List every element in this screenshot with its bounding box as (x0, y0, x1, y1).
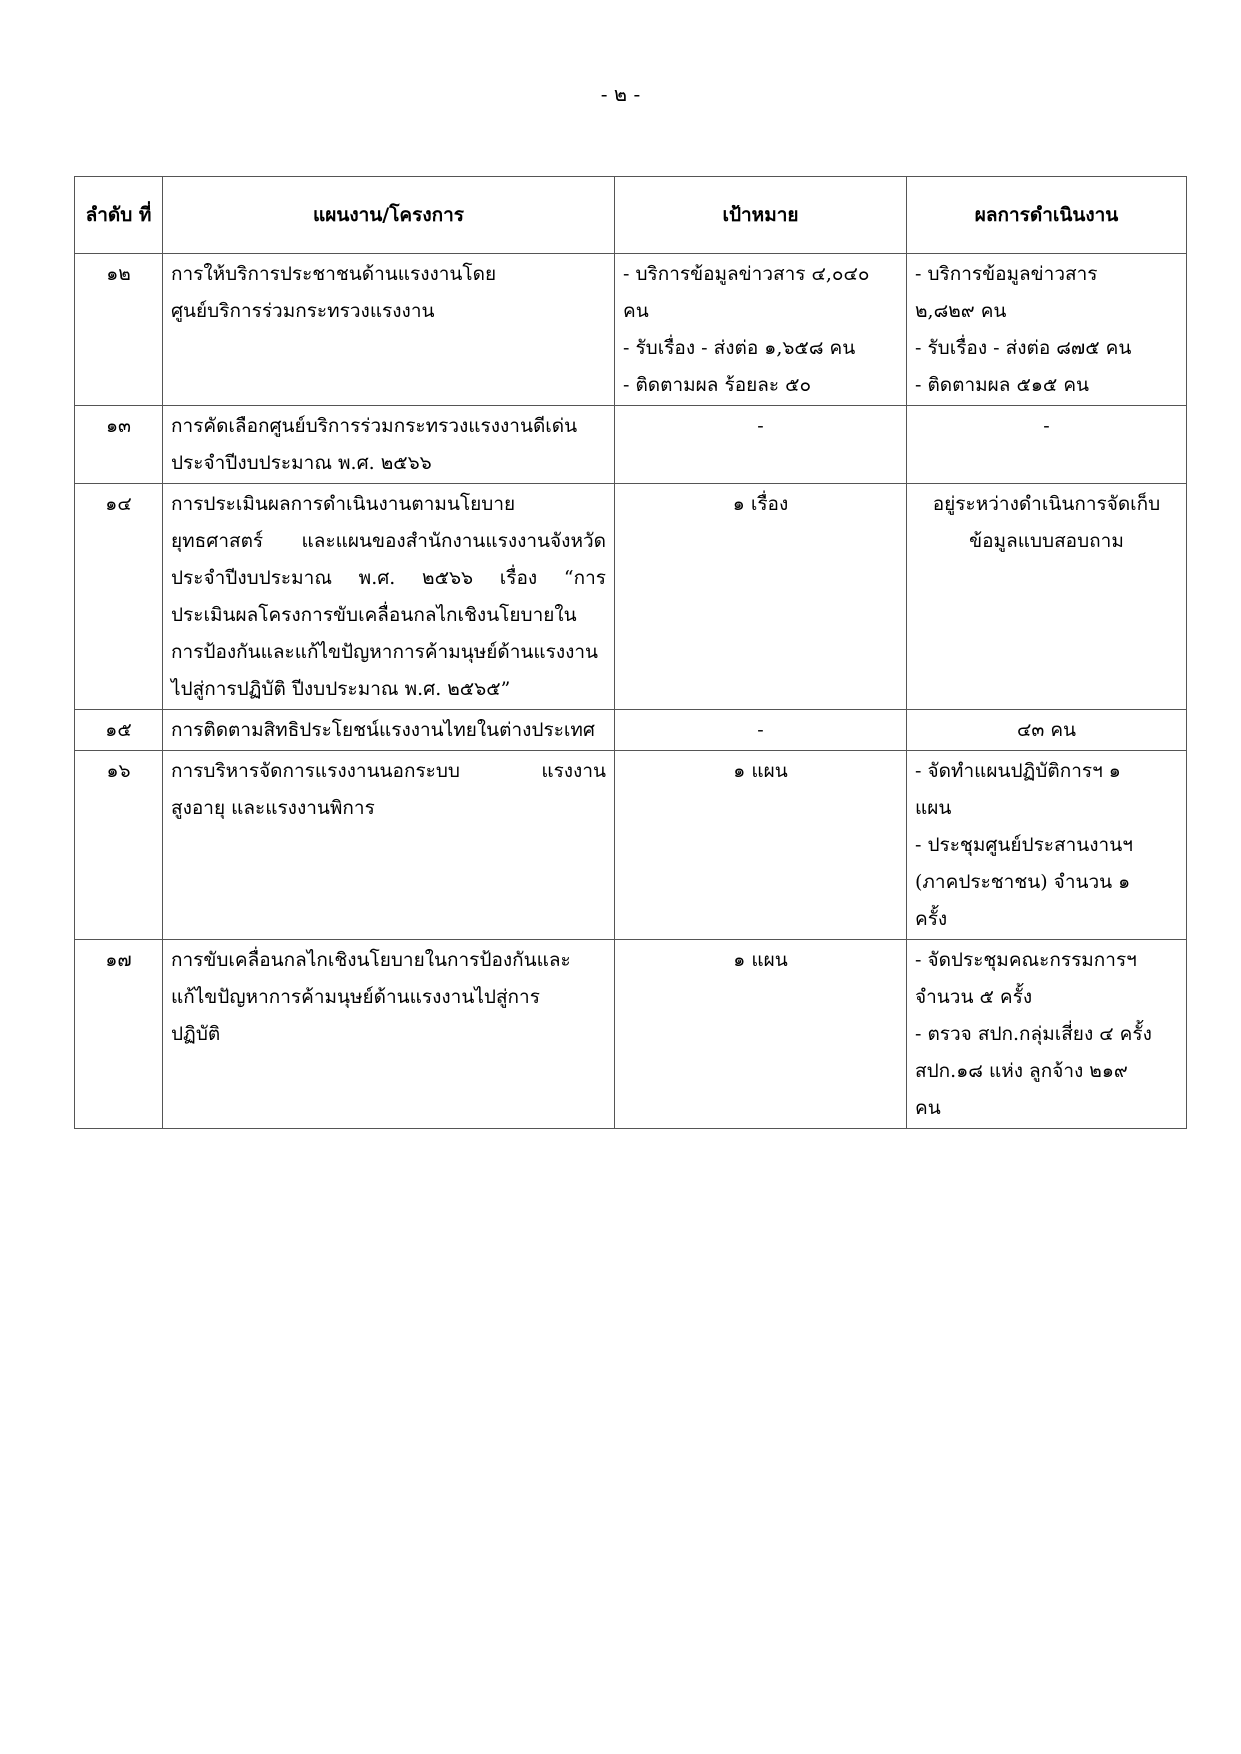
row-number: ๑๓ (75, 406, 163, 484)
target-cell-line: คน (623, 300, 649, 322)
result-cell (907, 254, 1187, 406)
project-cell-line: การบริหารจัดการแรงงานนอกระบบ แรงงาน (171, 760, 606, 782)
project-cell (163, 484, 615, 710)
result-cell-line: - บริการข้อมูลข่าวสาร (915, 263, 1098, 285)
table-row (75, 710, 1187, 751)
header-project: แผนงาน/โครงการ (163, 177, 615, 254)
project-cell-line: แก้ไขปัญหาการค้ามนุษย์ด้านแรงงานไปสู่การ (171, 986, 540, 1008)
project-cell-line: ไปสู่การปฏิบัติ ปีงบประมาณ พ.ศ. ๒๕๖๕” (171, 678, 511, 700)
result-cell-line: - ติดตามผล ๕๑๕ คน (915, 374, 1090, 396)
page-number: - ๒ - (600, 82, 641, 106)
target-cell-line: - (757, 415, 764, 437)
target-cell (615, 940, 907, 1129)
result-cell-line: - (1043, 415, 1050, 437)
result-cell-line: - ตรวจ สปก.กลุ่มเสี่ยง ๔ ครั้ง (915, 1023, 1152, 1045)
result-cell (907, 710, 1187, 751)
row-number: ๑๗ (75, 940, 163, 1129)
project-cell-line: ศูนย์บริการร่วมกระทรวงแรงงาน (171, 300, 435, 322)
project-cell-line: การขับเคลื่อนกลไกเชิงนโยบายในการป้องกันและ (171, 949, 571, 971)
result-cell-line: ครั้ง (915, 908, 948, 930)
header-no-label: ลำดับ ที่ (85, 203, 152, 226)
target-cell-line: ๑ แผน (733, 949, 788, 971)
target-cell (615, 484, 907, 710)
header-no (75, 177, 163, 254)
target-cell-line: - (757, 719, 764, 741)
table-row (75, 484, 1187, 710)
project-cell-line: การประเมินผลการดำเนินงานตามนโยบาย (171, 493, 516, 515)
target-cell-line: ๑ แผน (733, 760, 788, 782)
result-cell (907, 940, 1187, 1129)
project-cell (163, 940, 615, 1129)
project-cell-line: ประจำปีงบประมาณ พ.ศ. ๒๕๖๖ (171, 452, 432, 474)
result-cell-line: สปก.๑๘ แห่ง ลูกจ้าง ๒๑๙ (915, 1060, 1128, 1082)
header-result: ผลการดำเนินงาน (907, 177, 1187, 254)
project-cell (163, 710, 615, 751)
project-cell-line: ยุทธศาสตร์ และแผนของสำนักงานแรงงานจังหวัด (171, 530, 606, 552)
table-row (75, 406, 1187, 484)
project-cell (163, 406, 615, 484)
result-cell-line: ๔๓ คน (1016, 719, 1077, 741)
table-header-row (75, 177, 1187, 254)
table-row (75, 254, 1187, 406)
table-row (75, 940, 1187, 1129)
result-cell-line: แผน (915, 797, 952, 819)
row-number: ๑๒ (75, 254, 163, 406)
result-cell-line: - จัดทำแผนปฏิบัติการฯ ๑ (915, 760, 1121, 782)
result-cell (907, 751, 1187, 940)
project-cell-line: การคัดเลือกศูนย์บริการร่วมกระทรวงแรงงานดีเด่น (171, 415, 578, 437)
result-cell (907, 484, 1187, 710)
result-cell-line: ข้อมูลแบบสอบถาม (969, 530, 1124, 552)
project-cell-line: ประเมินผลโครงการขับเคลื่อนกลไกเชิงนโยบายใน (171, 604, 577, 626)
result-cell (907, 406, 1187, 484)
result-cell-line: (ภาคประชาชน) จำนวน ๑ (915, 871, 1131, 893)
project-cell-line: การป้องกันและแก้ไขปัญหาการค้ามนุษย์ด้านแรงงาน (171, 641, 599, 663)
result-cell-line: อยู่ระหว่างดำเนินการจัดเก็บ (932, 493, 1161, 515)
target-cell-line: - รับเรื่อง - ส่งต่อ ๑,๖๕๘ คน (623, 337, 856, 359)
project-cell (163, 254, 615, 406)
row-number: ๑๖ (75, 751, 163, 940)
target-cell-line: - บริการข้อมูลข่าวสาร ๔,๐๔๐ (623, 263, 870, 285)
project-cell-line: ประจำปีงบประมาณ พ.ศ. ๒๕๖๖ เรื่อง “การ (171, 567, 606, 589)
target-cell (615, 254, 907, 406)
project-cell (163, 751, 615, 940)
target-cell (615, 710, 907, 751)
target-cell (615, 751, 907, 940)
project-cell-line: สูงอายุ และแรงงานพิการ (171, 797, 375, 819)
project-cell-line: การติดตามสิทธิประโยชน์แรงงานไทยในต่างประเทศ (171, 719, 595, 741)
project-cell-line: การให้บริการประชาชนด้านแรงงานโดย (171, 263, 497, 285)
result-cell-line: ๒,๘๒๙ คน (915, 300, 1007, 322)
header-target: เป้าหมาย (615, 177, 907, 254)
target-cell-line: ๑ เรื่อง (732, 493, 789, 515)
result-cell-line: - รับเรื่อง - ส่งต่อ ๘๗๕ คน (915, 337, 1132, 359)
result-cell-line: - ประชุมศูนย์ประสานงานฯ (915, 834, 1133, 856)
row-number: ๑๕ (75, 710, 163, 751)
row-number: ๑๔ (75, 484, 163, 710)
result-cell-line: คน (915, 1097, 941, 1119)
result-cell-line: จำนวน ๕ ครั้ง (915, 986, 1033, 1008)
project-cell-line: ปฏิบัติ (171, 1023, 221, 1045)
table-row (75, 751, 1187, 940)
results-table (74, 176, 1187, 1129)
target-cell-line: - ติดตามผล ร้อยละ ๕๐ (623, 374, 812, 396)
target-cell (615, 406, 907, 484)
result-cell-line: - จัดประชุมคณะกรรมการฯ (915, 949, 1137, 971)
